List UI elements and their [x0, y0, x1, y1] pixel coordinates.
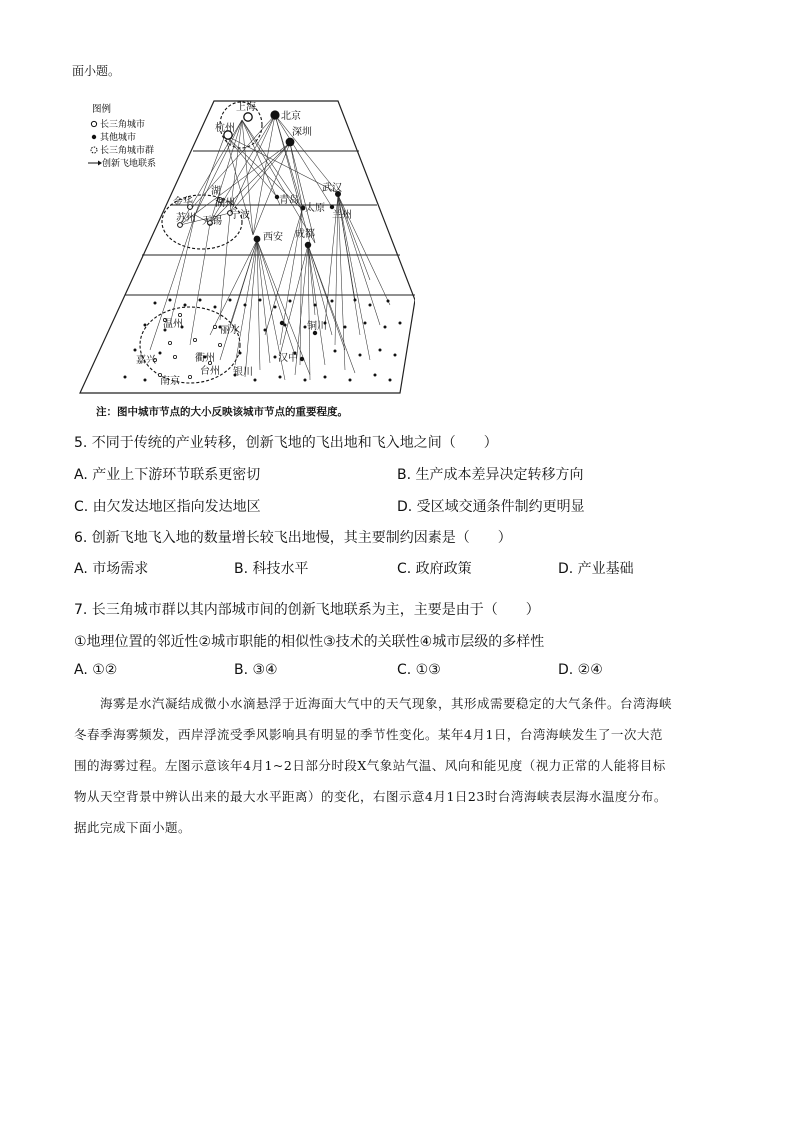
label-jinhua: 金华	[173, 197, 193, 208]
node-beijing	[270, 110, 279, 119]
label-wuxi: 无锡	[202, 216, 222, 227]
label-taizhou: 台州	[200, 366, 220, 377]
link-lines	[150, 115, 390, 380]
node-xian	[254, 236, 261, 243]
q7-stem: 7. 长三角城市群以其内部城市间的创新飞地联系为主，主要是由于（ ）	[74, 602, 540, 618]
passage-line-2: 冬春季海雾频发，西岸浮流受季风影响具有明显的季节性变化。某年4月1日，台湾海峡发生了一次大范	[74, 727, 663, 742]
q6-option-b[interactable]: B. 科技水平	[234, 561, 309, 577]
q7-option-d[interactable]: D. ②④	[558, 662, 603, 678]
passage-line-4: 物从天空背景中辨认出来的最大水平距离）的变化，右图示意4月1日23时台湾海峡表层海水温度分布。	[74, 789, 667, 804]
label-shenzhen: 深圳	[292, 127, 312, 138]
label-taiyuan: 太原	[305, 203, 325, 214]
label-hangzhou: 杭州	[215, 123, 235, 134]
node-shanghai	[244, 113, 252, 121]
label-qingdao: 青岛	[279, 195, 299, 206]
label-lanzhou: 兰州	[332, 210, 352, 221]
label-yinchuan: 银川	[233, 367, 253, 378]
q6-option-d[interactable]: D. 产业基础	[558, 561, 634, 577]
hollow-circle-icon	[91, 121, 96, 126]
label-wenzhou: 温州	[163, 319, 183, 330]
q6-option-c[interactable]: C. 政府政策	[397, 561, 472, 577]
intro-text: 面小题。	[72, 64, 121, 78]
q7-option-b[interactable]: B. ③④	[234, 662, 278, 678]
label-nanjing: 南京	[160, 376, 180, 387]
dashed-circle-icon	[91, 147, 97, 153]
figure-note: 注：图中城市节点的大小反映该城市节点的重要程度。	[96, 406, 348, 418]
legend-item-0: 长三角城市	[100, 120, 146, 130]
q5-option-a[interactable]: A. 产业上下游环节联系更密切	[74, 467, 261, 483]
passage-line-1: 海雾是水汽凝结成微小水滴悬浮于近海面大气中的天气现象，其形成需要稳定的大气条件。台湾海峡	[100, 696, 673, 711]
label-beijing: 北京	[281, 111, 301, 122]
label-hu-partial: 湖	[211, 186, 221, 197]
solid-dot-icon	[92, 135, 96, 139]
q7-option-a[interactable]: A. ①②	[74, 662, 118, 678]
label-lishui: 丽水	[220, 325, 240, 336]
label-chengdu: 成都	[295, 229, 315, 240]
label-jiaxing: 嘉兴	[136, 355, 156, 366]
label-wuhan: 武汉	[322, 183, 342, 194]
q5-option-b[interactable]: B. 生产成本差异决定转移方向	[397, 467, 584, 483]
legend-title: 图例	[92, 104, 112, 115]
legend-item-2: 长三角城市群	[100, 146, 155, 156]
label-tongchuan: 铜川	[307, 321, 327, 332]
passage-line-5: 据此完成下面小题。	[74, 820, 192, 835]
label-hanzhong: 汉中	[278, 353, 298, 364]
q5-option-d[interactable]: D. 受区域交通条件制约更明显	[397, 499, 585, 515]
label-quzhou: 衢州	[195, 353, 215, 364]
label-xian: 西安	[263, 232, 283, 243]
label-shanghai: 上海	[236, 102, 256, 113]
node-chengdu	[305, 242, 311, 248]
label-ningbo: 宁波	[230, 210, 250, 221]
node-lanzhou	[330, 205, 334, 209]
legend-item-3: 创新飞地联系	[102, 159, 157, 169]
q7-items: ①地理位置的邻近性②城市职能的相似性③技术的关联性④城市层级的多样性	[74, 634, 545, 650]
innovation-enclave-network-figure	[70, 95, 415, 405]
q5-stem: 5. 不同于传统的产业转移，创新飞地的飞出地和飞入地之间（ ）	[74, 435, 498, 451]
node-shenzhen	[286, 138, 295, 147]
q6-option-a[interactable]: A. 市场需求	[74, 561, 149, 577]
legend-item-1: 其他城市	[100, 133, 137, 143]
passage-line-3: 围的海雾过程。左图示意该年4月1~2日部分时段X气象站气温、风向和能见度（视力正常的人能将目标	[74, 758, 666, 773]
q5-option-c[interactable]: C. 由欠发达地区指向发达地区	[74, 499, 261, 515]
q7-option-c[interactable]: C. ①③	[397, 662, 441, 678]
q6-stem: 6. 创新飞地飞入地的数量增长较飞出地慢，其主要制约因素是（ ）	[74, 530, 512, 546]
label-huzhou: 湖州	[215, 198, 235, 209]
label-suzhou: 苏州	[176, 213, 196, 224]
